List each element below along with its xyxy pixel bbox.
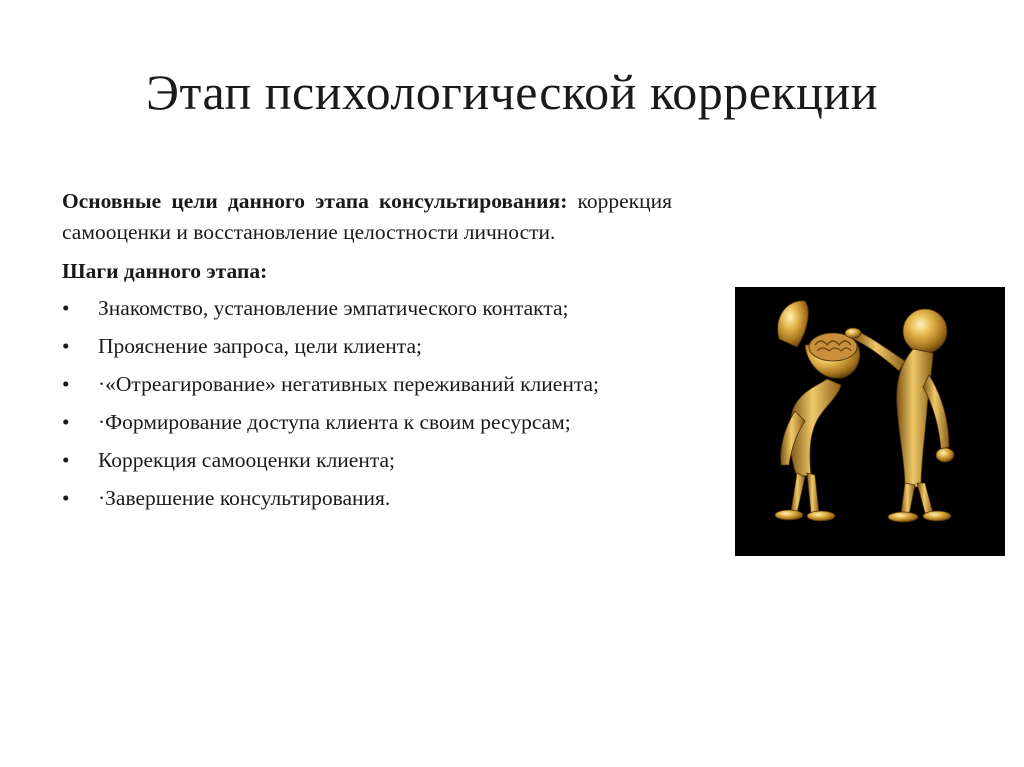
step-text: Прояснение запроса, цели клиента; — [98, 334, 422, 358]
steps-heading: Шаги данного этапа: — [62, 259, 268, 283]
bullet-icon: • — [62, 448, 70, 472]
bullet-icon: • — [62, 372, 70, 396]
list-item — [62, 331, 672, 362]
bullet-icon: • — [62, 410, 70, 434]
bullet-icon: • — [62, 486, 70, 510]
step-text: Знакомство, установление эмпатического контакта; — [98, 296, 569, 320]
bullet-icon: • — [62, 334, 70, 358]
goals-label: Основные цели данного этапа консультирования: — [62, 189, 568, 213]
steps-list — [62, 293, 672, 514]
golden-figures-illustration — [735, 287, 1005, 556]
step-text: ·Формирование доступа клиента к своим ресурсам; — [98, 410, 571, 434]
step-text: ·«Отреагирование» негативных переживаний клиента; — [98, 372, 599, 396]
step-text: Коррекция самооценки клиента; — [98, 448, 396, 472]
list-item — [62, 407, 672, 438]
golden-figures-brain-icon — [735, 287, 1005, 556]
bullet-icon: • — [62, 296, 70, 320]
slide-content — [62, 186, 672, 521]
list-item — [62, 445, 672, 476]
list-item — [62, 293, 672, 324]
list-item — [62, 369, 672, 400]
slide-title: Этап психологической коррекции — [146, 64, 878, 120]
list-item — [62, 483, 672, 514]
goals-paragraph — [62, 186, 672, 248]
step-text: ·Завершение консультирования. — [98, 486, 391, 510]
goals-text: коррекция самооценки и восстановление целостности личности. — [62, 189, 672, 244]
